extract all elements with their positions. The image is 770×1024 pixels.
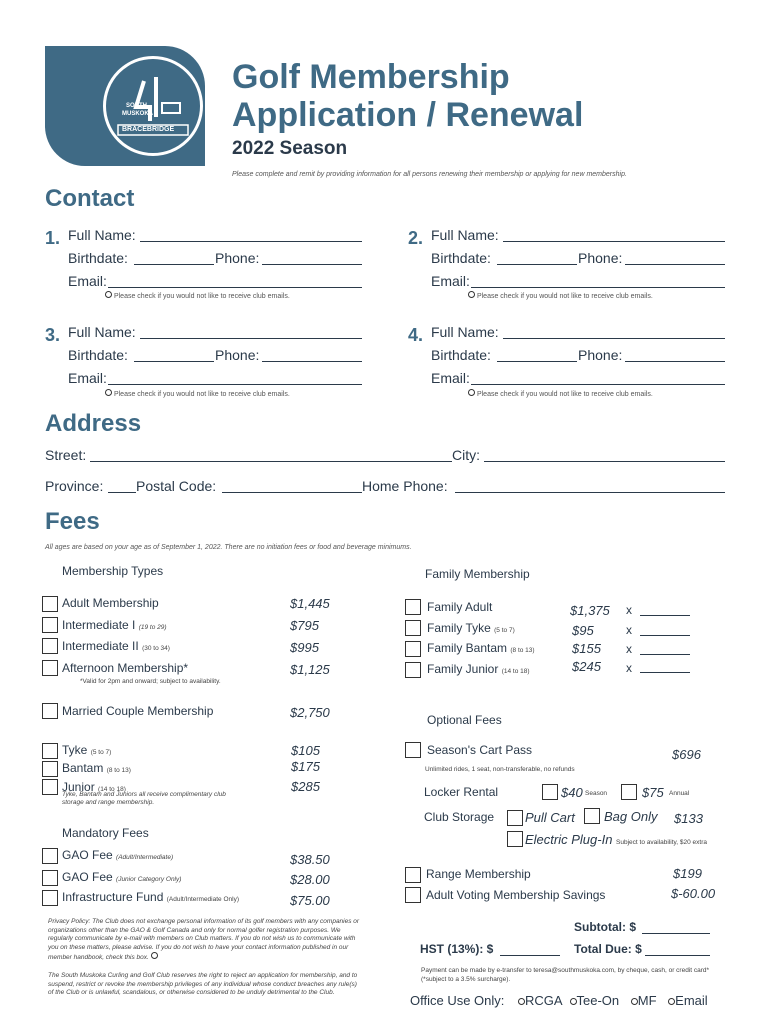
gao1-price: $38.50 bbox=[290, 852, 330, 867]
hst-label: HST (13%): $ bbox=[420, 942, 494, 956]
junior-price: $285 bbox=[291, 779, 320, 794]
person-3-optout[interactable]: Please check if you would not like to receive club emails. bbox=[105, 389, 290, 398]
cart-pass-label: Season's Cart Pass bbox=[427, 743, 533, 757]
home-phone-label: Home Phone: bbox=[362, 478, 448, 494]
person-3-birthdate-label: Birthdate: bbox=[68, 347, 128, 363]
locker-label: Locker Rental bbox=[424, 785, 499, 799]
person-4-name-label: Full Name: bbox=[431, 324, 499, 340]
season-label: 2022 Season bbox=[232, 138, 348, 159]
locker-season-price: $40 bbox=[561, 785, 583, 800]
logo-emblem bbox=[103, 56, 203, 156]
city-label: City: bbox=[452, 447, 480, 463]
mf-radio-icon[interactable] bbox=[631, 998, 638, 1005]
logo-graphic-icon bbox=[106, 59, 200, 153]
gao2-label: GAO Fee (Junior Category Only) bbox=[62, 870, 182, 884]
electric-label: Electric Plug-In Subject to availability, $20 extra bbox=[525, 832, 707, 847]
cart-pass-price: $696 bbox=[672, 747, 701, 762]
person-4-optout[interactable]: Please check if you would not like to receive club emails. bbox=[468, 389, 653, 398]
mf-label: MF bbox=[637, 993, 657, 1008]
rcga-label: RCGA bbox=[525, 993, 562, 1008]
teeon-radio-icon[interactable] bbox=[570, 998, 577, 1005]
voting-label: Adult Voting Membership Savings bbox=[426, 888, 606, 902]
fam-tyke-x: x bbox=[626, 623, 632, 637]
person-1-email-field[interactable] bbox=[108, 287, 362, 288]
fam-tyke-qty[interactable] bbox=[640, 635, 690, 636]
int2-checkbox[interactable] bbox=[42, 638, 58, 654]
gao2-price: $28.00 bbox=[290, 872, 330, 887]
person-4-birthdate-label: Birthdate: bbox=[431, 347, 491, 363]
cart-pass-note: Unlimited rides, 1 seat, non-transferable, no refunds bbox=[425, 766, 575, 773]
bantam-price: $175 bbox=[291, 759, 320, 774]
person-1-email-label: Email: bbox=[68, 273, 107, 289]
adult-price: $1,445 bbox=[290, 596, 330, 611]
fam-junior-qty[interactable] bbox=[640, 672, 690, 673]
person-1-phone-field[interactable] bbox=[262, 264, 362, 265]
cart-pass-checkbox[interactable] bbox=[405, 742, 421, 758]
instructions: Please complete and remit by providing information for all persons renewing their membership or applying for new membership. bbox=[232, 171, 627, 178]
logo-line1: SOUTH bbox=[126, 103, 147, 109]
afternoon-price: $1,125 bbox=[290, 662, 330, 677]
tyke-price: $105 bbox=[291, 743, 320, 758]
office-use-label: Office Use Only: bbox=[410, 993, 505, 1008]
bantam-checkbox[interactable] bbox=[42, 761, 58, 777]
storage-label: Club Storage bbox=[424, 810, 495, 824]
adult-checkbox[interactable] bbox=[42, 596, 58, 612]
membership-types-heading: Membership Types bbox=[62, 564, 164, 578]
person-3-phone-label: Phone: bbox=[215, 347, 260, 363]
province-label: Province: bbox=[45, 478, 104, 494]
bag-only-label: Bag Only bbox=[604, 809, 658, 824]
address-heading: Address bbox=[45, 410, 142, 437]
pull-cart-checkbox[interactable] bbox=[507, 810, 523, 826]
payment-note: Payment can be made by e-transfer to teresa@southmuskoka.com, by cheque, cash, or credit card* (*subject to a 3.5% surcharge). bbox=[421, 967, 710, 983]
province-field[interactable] bbox=[108, 492, 136, 493]
junior-note-2: storage and range membership. bbox=[62, 799, 155, 806]
contact-heading: Contact bbox=[45, 185, 135, 212]
person-3-birthdate-field[interactable] bbox=[134, 361, 214, 362]
fam-adult-checkbox[interactable] bbox=[405, 599, 421, 615]
fam-bantam-label: Family Bantam (8 to 13) bbox=[427, 641, 535, 655]
person-3-phone-field[interactable] bbox=[262, 361, 362, 362]
afternoon-checkbox[interactable] bbox=[42, 660, 58, 676]
junior-checkbox[interactable] bbox=[42, 779, 58, 795]
person-4-birthdate-field[interactable] bbox=[497, 361, 577, 362]
person-3-email-field[interactable] bbox=[108, 384, 362, 385]
adult-label: Adult Membership bbox=[62, 596, 159, 610]
fam-adult-x: x bbox=[626, 603, 632, 617]
fam-adult-qty[interactable] bbox=[640, 615, 690, 616]
gao2-checkbox[interactable] bbox=[42, 870, 58, 886]
mandatory-heading: Mandatory Fees bbox=[62, 826, 149, 840]
postal-field[interactable] bbox=[222, 492, 362, 493]
fam-junior-x: x bbox=[626, 661, 632, 675]
person-1-phone-label: Phone: bbox=[215, 250, 260, 266]
optout-radio-icon[interactable] bbox=[105, 291, 112, 298]
fam-adult-price: $1,375 bbox=[570, 603, 610, 618]
person-2-email-label: Email: bbox=[431, 273, 470, 289]
person-1-number: 1. bbox=[45, 228, 61, 248]
tyke-label: Tyke (5 to 7) bbox=[62, 743, 112, 757]
locker-season-note: Season bbox=[585, 790, 608, 797]
infra-checkbox[interactable] bbox=[42, 890, 58, 906]
voting-checkbox[interactable] bbox=[405, 887, 421, 903]
junior-label: Junior (14 to 18) bbox=[62, 780, 126, 794]
email-label: Email bbox=[675, 993, 708, 1008]
optout-radio-icon[interactable] bbox=[468, 389, 475, 396]
rcga-radio-icon[interactable] bbox=[518, 998, 525, 1005]
int2-price: $995 bbox=[290, 640, 319, 655]
locker-season-checkbox[interactable] bbox=[542, 784, 558, 800]
person-2-email-field[interactable] bbox=[471, 287, 725, 288]
privacy-policy: Privacy Policy: The Club does not exchange personal information of its golf members with any companies or organizations other than the GAO & Golf Canada and only for normal golfer registration purposes. We regularly communicate by e-mail with members on Club matters. If you do not wish us to communicate with you on these matters, please advise. If you do not wish to have your contact information published in our member handbook, check this box. bbox=[48, 918, 360, 962]
person-1-optout[interactable]: Please check if you would not like to receive club emails. bbox=[105, 291, 290, 300]
person-2-birthdate-field[interactable] bbox=[497, 264, 577, 265]
infra-label: Infrastructure Fund (Adult/Intermediate Only) bbox=[62, 890, 239, 904]
total-label: Total Due: $ bbox=[574, 942, 642, 956]
logo-line2: MUSKOKA bbox=[122, 111, 153, 117]
family-heading: Family Membership bbox=[425, 567, 530, 581]
range-checkbox[interactable] bbox=[405, 867, 421, 883]
home-phone-field[interactable] bbox=[455, 492, 725, 493]
int2-label: Intermediate II (30 to 34) bbox=[62, 639, 170, 653]
gao1-label: GAO Fee (Adult/Intermediate) bbox=[62, 848, 174, 862]
person-2-optout[interactable]: Please check if you would not like to receive club emails. bbox=[468, 291, 653, 300]
optout-radio-icon[interactable] bbox=[468, 291, 475, 298]
infra-price: $75.00 bbox=[290, 893, 330, 908]
subtotal-label: Subtotal: $ bbox=[574, 920, 636, 934]
couple-checkbox[interactable] bbox=[42, 703, 58, 719]
teeon-label: Tee-On bbox=[576, 993, 620, 1008]
afternoon-label: Afternoon Membership* bbox=[62, 661, 189, 675]
person-4-email-label: Email: bbox=[431, 370, 470, 386]
fam-tyke-price: $95 bbox=[572, 623, 594, 638]
bantam-label: Bantam (8 to 13) bbox=[62, 761, 131, 775]
person-1-birthdate-field[interactable] bbox=[134, 264, 214, 265]
person-3-number: 3. bbox=[45, 325, 61, 345]
person-4-email-field[interactable] bbox=[471, 384, 725, 385]
person-2-name-label: Full Name: bbox=[431, 227, 499, 243]
couple-price: $2,750 bbox=[290, 705, 330, 720]
person-3-name-label: Full Name: bbox=[68, 324, 136, 340]
afternoon-note: *Valid for 2pm and onward; subject to availability. bbox=[80, 678, 221, 685]
person-2-name-field[interactable] bbox=[503, 241, 725, 242]
office-use bbox=[410, 993, 708, 1008]
fees-heading: Fees bbox=[45, 508, 100, 535]
subtotal-field[interactable] bbox=[642, 933, 710, 934]
person-2-birthdate-label: Birthdate: bbox=[431, 250, 491, 266]
person-2-phone-field[interactable] bbox=[625, 264, 725, 265]
person-3-email-label: Email: bbox=[68, 370, 107, 386]
couple-label: Married Couple Membership bbox=[62, 704, 214, 718]
optout-radio-icon[interactable] bbox=[105, 389, 112, 396]
gao1-checkbox[interactable] bbox=[42, 848, 58, 864]
range-label: Range Membership bbox=[426, 867, 531, 881]
bag-only-checkbox[interactable] bbox=[584, 808, 600, 824]
person-1-birthdate-label: Birthdate: bbox=[68, 250, 128, 266]
locker-annual-checkbox[interactable] bbox=[621, 784, 637, 800]
fam-bantam-price: $155 bbox=[572, 641, 601, 656]
electric-checkbox[interactable] bbox=[507, 831, 523, 847]
street-field[interactable] bbox=[90, 461, 452, 462]
int1-label: Intermediate I (19 to 29) bbox=[62, 618, 167, 632]
person-4-phone-label: Phone: bbox=[578, 347, 623, 363]
person-1-name-label: Full Name: bbox=[68, 227, 136, 243]
locker-annual-price: $75 bbox=[642, 785, 664, 800]
fam-bantam-x: x bbox=[626, 642, 632, 656]
fam-bantam-qty[interactable] bbox=[640, 654, 690, 655]
fam-tyke-checkbox[interactable] bbox=[405, 620, 421, 636]
fam-tyke-label: Family Tyke (5 to 7) bbox=[427, 621, 515, 635]
pull-cart-label: Pull Cart bbox=[525, 810, 575, 825]
hst-field[interactable] bbox=[500, 955, 560, 956]
int1-price: $795 bbox=[290, 618, 319, 633]
person-4-name-field[interactable] bbox=[503, 338, 725, 339]
club-logo bbox=[45, 46, 205, 166]
person-4-phone-field[interactable] bbox=[625, 361, 725, 362]
club-rights: The South Muskoka Curling and Golf Club reserves the right to reject an application for membership, and to suspend, restrict or revoke the membership privileges of any individual whose conduct breaches any rule(s) of the Club or is unlawful, scandalous, or otherwise considered to be unduly detrimental to the Club. bbox=[48, 972, 358, 997]
logo-line3: BRACEBRIDGE bbox=[122, 126, 175, 133]
storage-price: $133 bbox=[674, 811, 703, 826]
fam-junior-label: Family Junior (14 to 18) bbox=[427, 662, 530, 676]
voting-price: $-60.00 bbox=[671, 886, 716, 901]
page-title: Golf Membership Application / Renewal bbox=[232, 58, 584, 134]
person-3-name-field[interactable] bbox=[140, 338, 362, 339]
fam-adult-label: Family Adult bbox=[427, 600, 493, 614]
street-label: Street: bbox=[45, 447, 87, 463]
city-field[interactable] bbox=[484, 461, 725, 462]
total-field[interactable] bbox=[645, 955, 710, 956]
fam-bantam-checkbox[interactable] bbox=[405, 641, 421, 657]
person-1-name-field[interactable] bbox=[140, 241, 362, 242]
fees-note: All ages are based on your age as of September 1, 2022. There are no initiation fees or food and beverage minimums. bbox=[45, 544, 412, 551]
person-2-number: 2. bbox=[408, 228, 424, 248]
privacy-checkbox-icon[interactable] bbox=[151, 952, 158, 959]
fam-junior-price: $245 bbox=[572, 659, 601, 674]
person-4-number: 4. bbox=[408, 325, 424, 345]
int1-checkbox[interactable] bbox=[42, 617, 58, 633]
person-2-phone-label: Phone: bbox=[578, 250, 623, 266]
fam-junior-checkbox[interactable] bbox=[405, 662, 421, 678]
postal-label: Postal Code: bbox=[136, 478, 217, 494]
tyke-checkbox[interactable] bbox=[42, 743, 58, 759]
locker-annual-note: Annual bbox=[669, 790, 690, 797]
junior-note-1: Tyke, Bantam and Juniors all receive complimentary club bbox=[62, 791, 226, 798]
range-price: $199 bbox=[673, 866, 702, 881]
optional-heading: Optional Fees bbox=[427, 713, 502, 727]
